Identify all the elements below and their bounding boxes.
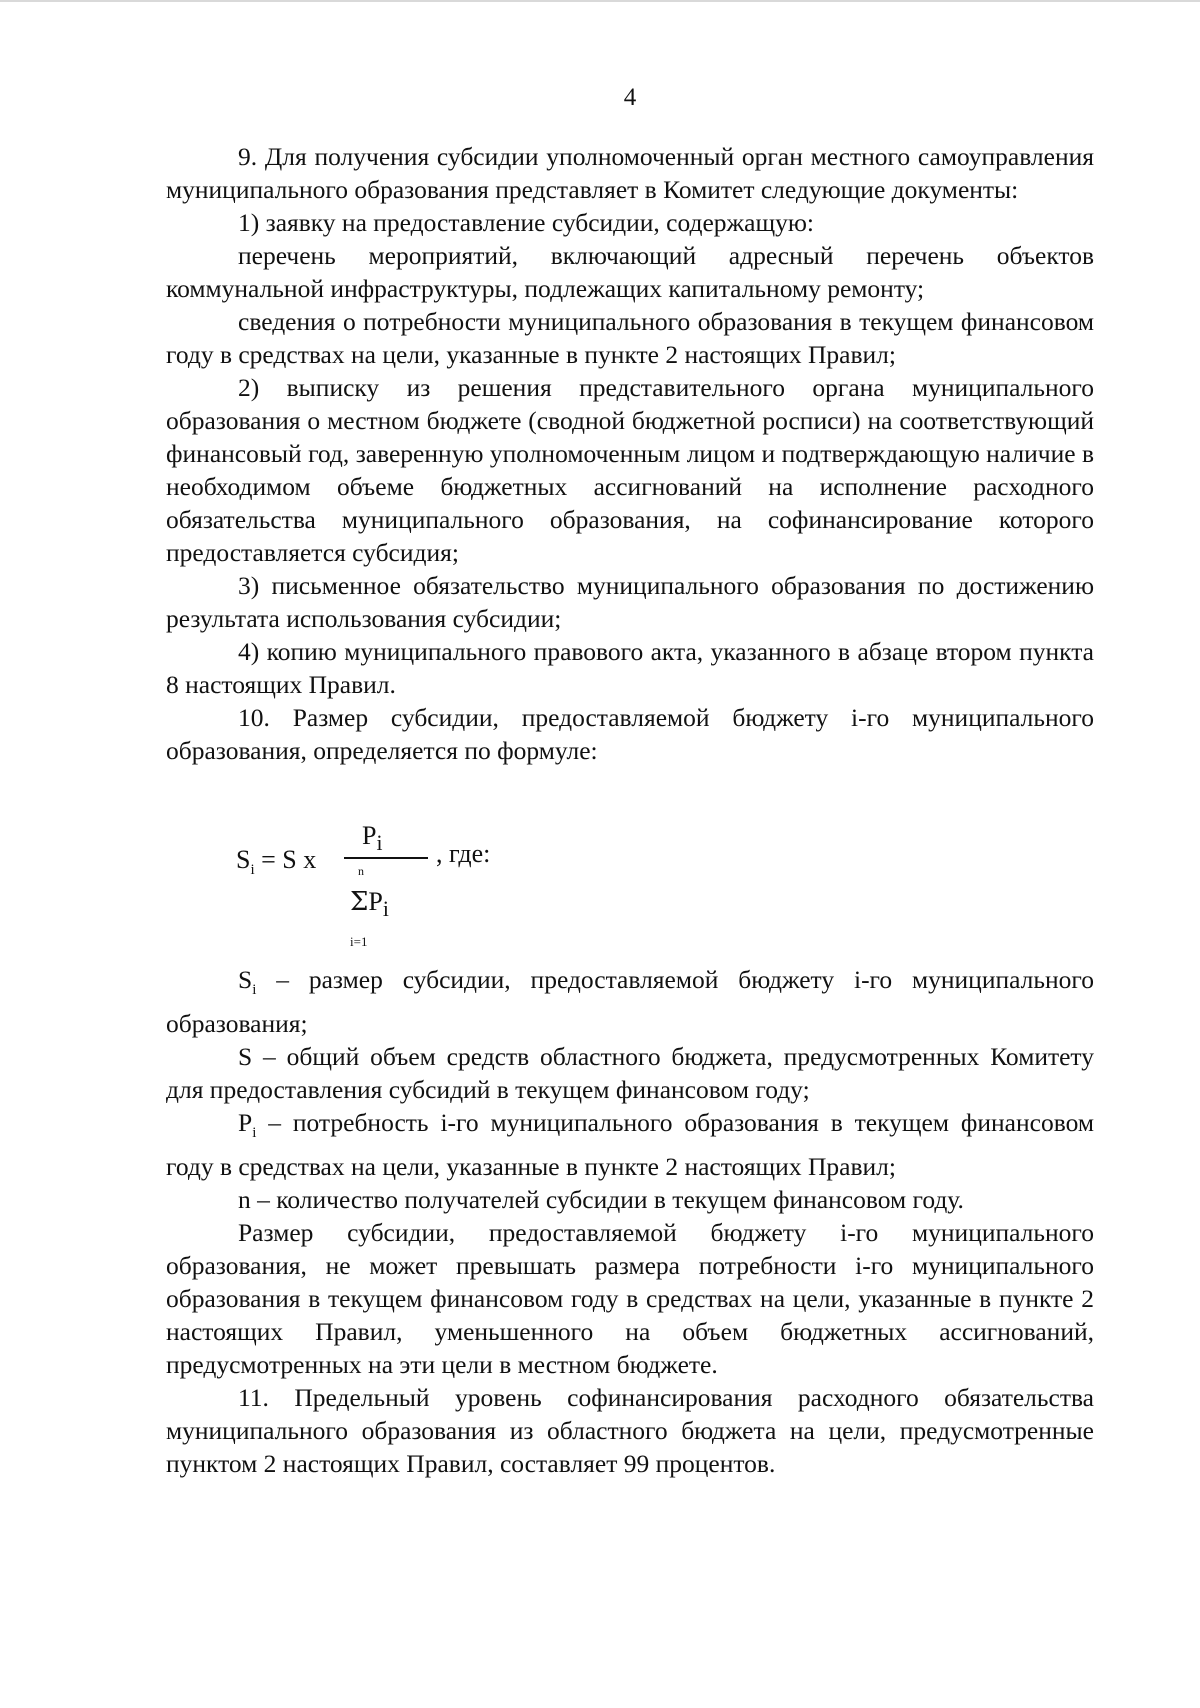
document-body: [166, 140, 1094, 1480]
paragraph-9-item-2: 2) выписку из решения представительного органа муниципального образования о местном бюджете (сводной бюджетной росписи) на соответствующий финансовый год, заверенную уполномоченным лицом и подтверждающую наличие в необходимом объеме бюджетных ассигнований на исполнение расходного обязательства муниципального образования, на софинансирование которого предоставляется субсидия;: [166, 373, 1094, 567]
paragraph-10: 10. Размер субсидии, предоставляемой бюджету i-го муниципального образования, определяется по формуле:: [166, 703, 1094, 765]
subsidy-formula: [166, 785, 1094, 953]
paragraph-9: 9. Для получения субсидии уполномоченный орган местного самоуправления муниципального образования представляет в Комитет следующие документы:: [166, 142, 1094, 204]
scan-edge: [0, 0, 1200, 2]
formula-sum-upper: n: [358, 864, 364, 878]
paragraph-9-item-3: 3) письменное обязательство муниципального образования по достижению результата использования субсидии;: [166, 571, 1094, 633]
formula-sum-lower: i=1: [350, 934, 368, 949]
paragraph-9-item-1: 1) заявку на предоставление субсидии, содержащую:: [238, 208, 815, 237]
definition-n: n – количество получателей субсидии в текущем финансовом году.: [238, 1185, 964, 1215]
formula-denominator: $\Sigma P_i$: [350, 887, 389, 922]
page-number: 4: [623, 84, 637, 111]
definition-s: S – общий объем средств областного бюджета, предусмотренных Комитету для предоставления субсидий в текущем финансовом году;: [166, 1042, 1094, 1105]
formula-lhs: $S_i = S$ x: [236, 845, 317, 879]
formula-numerator: $P_i$: [362, 821, 383, 856]
paragraph-9-item-1-list-b: сведения о потребности муниципального образования в текущем финансовом году в средствах на цели, указанные в пункте 2 настоящих Правил;: [166, 307, 1094, 369]
paragraph-9-item-4: 4) копию муниципального правового акта, указанного в абзаце втором пункта 8 настоящих Правил.: [166, 637, 1094, 699]
paragraph-11: 11. Предельный уровень софинансирования расходного обязательства муниципального образования из областного бюджета на цели, предусмотренные пунктом 2 настоящих Правил, составляет 99 процентов.: [166, 1383, 1094, 1479]
sigma-symbol: Σ: [350, 887, 369, 917]
definition-si: $S_i$ – размер субсидии, предоставляемой бюджету i-го муниципального образования;: [166, 965, 1094, 1039]
paragraph-9-item-1-list-a: перечень мероприятий, включающий адресный перечень объектов коммунальной инфраструктуры, подлежащих капитальному ремонту;: [166, 241, 1094, 303]
fraction-line: [344, 857, 428, 859]
paragraph-limit: Размер субсидии, предоставляемой бюджету i-го муниципального образования, не может превышать размера потребности i-го муниципального образования в текущем финансовом году в средствах на цели, указанные в пункте 2 настоящих Правил, уменьшенного на объем бюджетных ассигнований, предусмотренных на эти цели в местном бюджете.: [166, 1218, 1094, 1380]
formula-tail: , где:: [436, 839, 491, 868]
definition-pi: $P_i$ – потребность i-го муниципального образования в текущем финансовом году в средствах на цели, указанные в пункте 2 настоящих Правил;: [166, 1108, 1094, 1182]
